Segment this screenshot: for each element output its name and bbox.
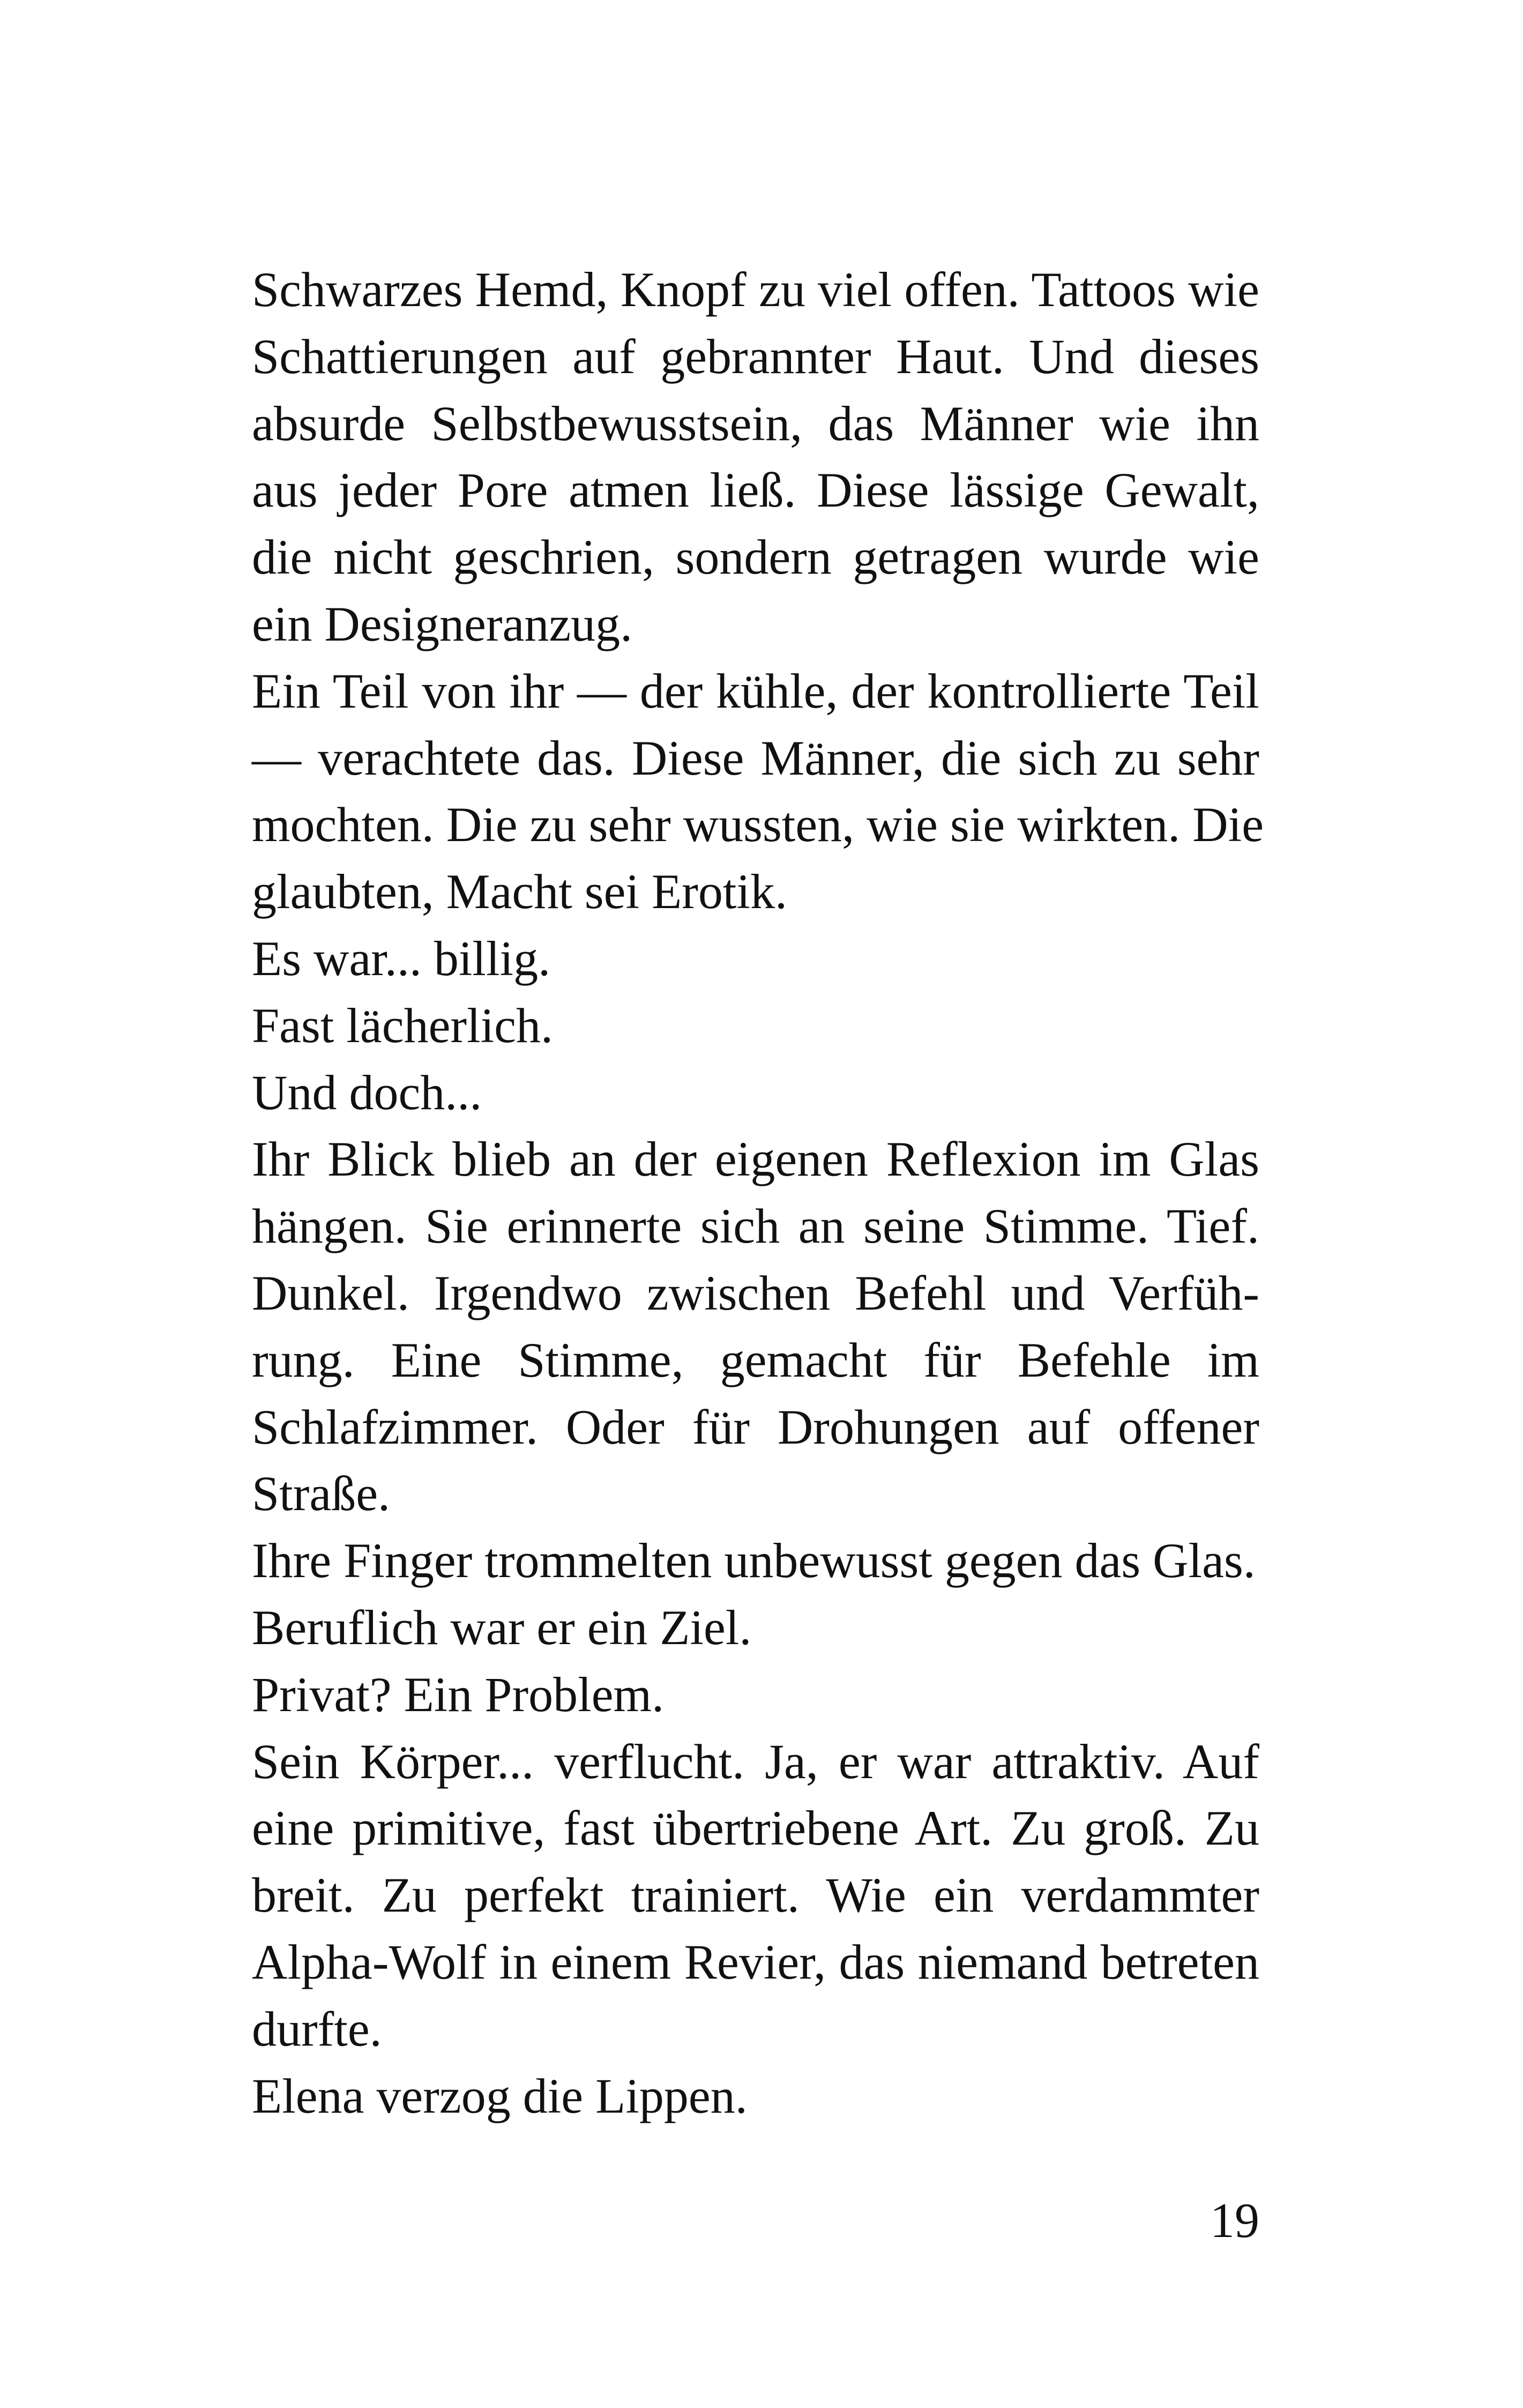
text-line: mochten. Die zu sehr wussten, wie sie wirkten. Die [252, 797, 1264, 852]
text-line: hängen. Sie erinnerte sich an seine Stimme. Tief. [252, 1199, 1259, 1254]
text-line: eine primitive, fast übertriebene Art. Zu groß. Zu [252, 1801, 1259, 1856]
text-line: aus jeder Pore atmen ließ. Diese lässige Gewalt, [252, 463, 1259, 518]
text-line: Ein Teil von ihr — der kühle, der kontrollierte Teil [252, 663, 1259, 718]
text-line: Privat? Ein Problem. [252, 1667, 665, 1722]
page-number: 19 [1210, 2193, 1259, 2248]
text-line: Ihre Finger trommelten unbewusst gegen das Glas. [252, 1533, 1256, 1588]
text-line: Alpha-Wolf in einem Revier, das niemand betreten [252, 1934, 1259, 1989]
body-text [252, 256, 1264, 2129]
text-line: Fast lächerlich. [252, 998, 554, 1053]
text-line: Ihr Blick blieb an der eigenen Reflexion im Glas [252, 1132, 1259, 1187]
text-line: Schattierungen auf gebrannter Haut. Und dieses [252, 329, 1259, 384]
text-line: Elena verzog die Lippen. [252, 2068, 748, 2123]
text-line: durfte. [252, 2001, 382, 2056]
text-line: Schlafzimmer. Oder für Drohungen auf offener [252, 1399, 1259, 1454]
text-line: Es war... billig. [252, 931, 551, 986]
text-line: Dunkel. Irgendwo zwischen Befehl und Verfüh- [252, 1265, 1259, 1320]
text-line: rung. Eine Stimme, gemacht für Befehle im [252, 1332, 1259, 1387]
text-line: die nicht geschrien, sondern getragen wurde wie [252, 530, 1259, 585]
text-line: Sein Körper... verflucht. Ja, er war attraktiv. Auf [252, 1734, 1259, 1789]
text-line: absurde Selbstbewusstsein, das Männer wie ihn [252, 396, 1259, 451]
text-line: Und doch... [252, 1065, 482, 1120]
text-line: breit. Zu perfekt trainiert. Wie ein verdammter [252, 1868, 1259, 1923]
text-line: Schwarzes Hemd, Knopf zu viel offen. Tattoos wie [252, 262, 1259, 317]
text-line: — verachtete das. Diese Männer, die sich zu sehr [252, 730, 1259, 785]
text-line: glaubten, Macht sei Erotik. [252, 864, 787, 919]
text-line: Beruflich war er ein Ziel. [252, 1600, 752, 1655]
text-line: ein Designeranzug. [252, 596, 633, 651]
text-line: Straße. [252, 1466, 391, 1521]
